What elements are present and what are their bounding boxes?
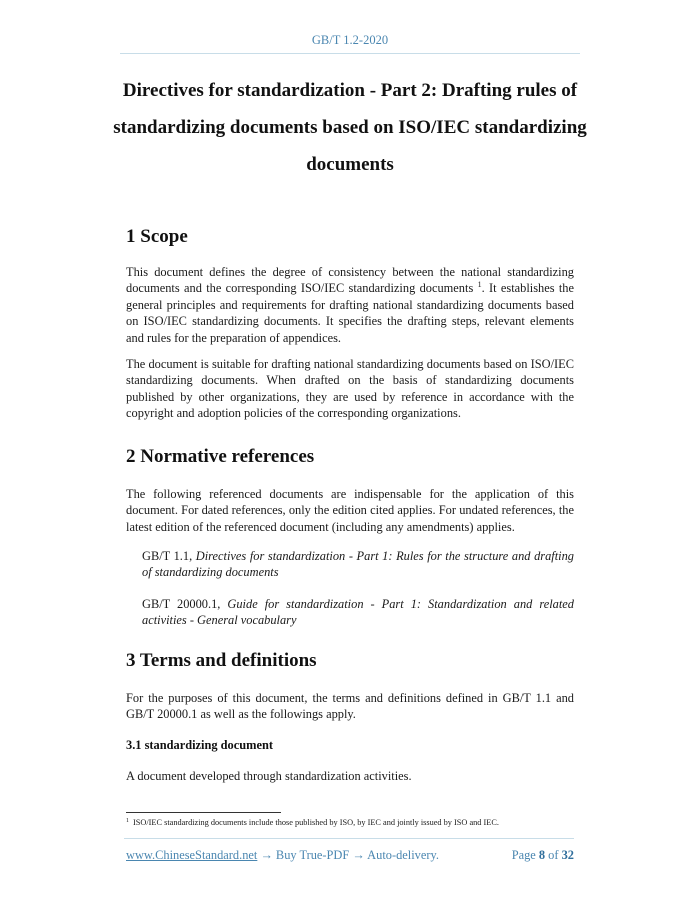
page-label: Page: [511, 848, 539, 862]
footer-divider: [124, 838, 574, 839]
page-of-label: of: [545, 848, 562, 862]
reference-code: GB/T 1.1,: [142, 549, 196, 563]
reference-title: Guide for standardization - Part 1: Standardization and related activities - General vocabulary: [142, 597, 575, 628]
footnote-text: ISO/IEC standardizing documents include those published by ISO, by IEC and jointly issued by ISO and IEC.: [133, 818, 499, 827]
subsection-3-1-definition: A document developed through standardization activities.: [126, 769, 412, 783]
section-heading-terms-definitions: 3 Terms and definitions: [126, 650, 317, 671]
footnote: [126, 818, 586, 827]
page-indicator: [512, 848, 574, 863]
footnote-divider: [126, 812, 281, 813]
scope-para1-text-b: . It establishes the general principles and requirements for drafting national standardizing documents based on ISO/IEC standardizing documents. It specifies the drafting steps, relevant elements and rules for the preparation of appendices.: [126, 281, 574, 345]
footnote-reference[interactable]: 1: [477, 280, 482, 290]
current-page: 8: [538, 848, 546, 862]
section-heading-normative-references: 2 Normative references: [126, 446, 315, 467]
reference-code: GB/T 20000.1,: [142, 597, 228, 611]
scope-paragraph-1: [126, 264, 574, 346]
scope-para1-text-a: This document defines the degree of consistency between the national standardizing documents and the corresponding ISO/IEC standardizing documents: [126, 265, 574, 296]
terms-paragraph: For the purposes of this document, the terms and definitions defined in GB/T 1.1 and GB/T 20000.1 as well as the followings apply.: [126, 691, 574, 722]
scope-paragraph-2: The document is suitable for drafting national standardizing documents based on ISO/IEC standardizing documents. When drafted on the basis of standardizing documents published by other organizations, they are used by reference in accordance with the copyright and adoption policies of the corresponding organizations.: [126, 357, 574, 421]
footer-promo: [126, 848, 439, 863]
header-doc-code: GB/T 1.2-2020: [311, 33, 389, 47]
subsection-heading-3-1: 3.1 standardizing document: [126, 738, 273, 752]
total-pages: 32: [561, 848, 574, 862]
normative-references-paragraph: The following referenced documents are indispensable for the application of this document. For dated references, only the edition cited applies. For undated references, the latest edition of the referenced document (including any amendments) applies.: [126, 487, 574, 534]
footer-tagline: → Buy True-PDF → Auto-delivery.: [257, 848, 439, 862]
document-title: Directives for standardization - Part 2: Drafting rules of standardizing documents based on ISO/IEC standardizing documents: [113, 80, 587, 175]
website-link[interactable]: www.ChineseStandard.net: [126, 848, 258, 862]
section-heading-scope: 1 Scope: [126, 226, 188, 247]
reference-item: [142, 548, 574, 581]
reference-item: [142, 596, 574, 629]
footnote-mark: 1: [126, 818, 129, 824]
header-divider: [120, 53, 580, 54]
reference-title: Directives for standardization - Part 1: Rules for the structure and drafting of standardizing documents: [142, 549, 574, 580]
